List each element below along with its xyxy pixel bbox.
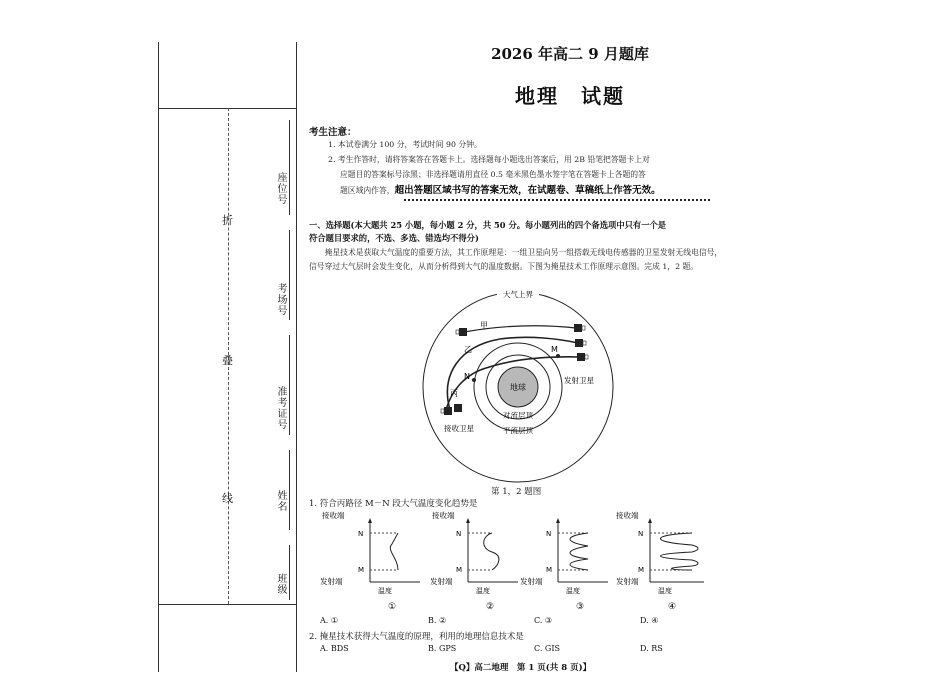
label-yi: 乙	[464, 345, 472, 354]
graph-2-recv-label: 接收端	[432, 511, 455, 520]
notes-item-2-line-3	[340, 184, 661, 197]
q1-option-a[interactable]: A. ①	[320, 616, 339, 625]
receive-satellite-label: 接收卫星	[444, 424, 474, 433]
graph-3-n: N	[546, 530, 552, 538]
graph-2-send-label: 发射端	[430, 577, 453, 586]
section-1-heading-line-2: 符合题目要求的，不选、多选、错选均不得分)	[309, 233, 479, 243]
graph-2-m: M	[456, 566, 463, 574]
q1-option-d[interactable]: D. ④	[640, 616, 659, 625]
graph-3-m: M	[546, 566, 553, 574]
graph-1-number: ①	[388, 602, 397, 612]
bank-title: 2026 年高二 9 月题库	[491, 45, 649, 63]
troposphere-top-label: 对流层顶	[503, 411, 533, 420]
graph-3-temp-label: 温度	[566, 587, 580, 595]
field-exam-room: 考场号	[275, 283, 286, 316]
atmosphere-top-label: 大气上界	[503, 290, 533, 299]
margin-left-border	[158, 42, 159, 672]
field-name-underline[interactable]	[289, 450, 290, 530]
graph-4	[616, 510, 704, 612]
graph-2-number: ②	[486, 602, 495, 612]
figure-caption: 第 1，2 题图	[491, 487, 542, 497]
graph-2-temp-label: 温度	[476, 587, 490, 595]
fold-char-3: 线	[222, 492, 233, 505]
earth-label: 地球	[510, 383, 526, 392]
question-2-stem: 2. 掩星技术获得大气温度的原理，利用的地理信息技术是	[309, 632, 524, 642]
graph-4-recv-label: 接收端	[616, 511, 639, 520]
field-class-underline[interactable]	[289, 545, 290, 600]
question-1-stem: 1. 符合丙路径 M－N 段大气温度变化趋势是	[309, 499, 478, 509]
field-seat-number: 座位号	[275, 172, 286, 205]
label-bing: 丙	[450, 389, 458, 398]
graph-2-n: N	[456, 530, 462, 538]
field-admission-underline[interactable]	[289, 335, 290, 435]
q2-option-c[interactable]: C. GIS	[534, 644, 560, 653]
section-1-passage: 掩星技术是获取大气温度的重要方法，其工作原理是：一组卫星向另一组搭载无线电传感器的卫星发射无线电信号，信号穿过大气层时会发生变化，从而分析得到大气的温度数据。下图为掩星技术工作原理示意图。完成 1，2 题。	[309, 248, 723, 271]
page-footer: 【Q】高二地理 第 1 页(共 8 页)】	[450, 663, 592, 673]
graph-3	[520, 518, 608, 612]
field-seat-underline[interactable]	[289, 120, 290, 215]
notes-emphasis: 超出答题区域书写的答案无效，在试题卷、草稿纸上作答无效。	[394, 185, 661, 196]
label-n: N	[464, 372, 470, 381]
graph-4-m: M	[638, 566, 645, 574]
q1-option-b[interactable]: B. ②	[428, 616, 447, 625]
graph-1-send-label: 发射端	[320, 577, 343, 586]
field-name: 姓名	[275, 490, 286, 512]
notes-item-2-line-1: 2. 考生作答时，请将答案答在答题卡上。选择题每小题选出答案后，用 2B 铅笔把答题卡上对	[328, 155, 650, 164]
point-m	[556, 354, 560, 358]
section-1-heading-line-1: 一、选择题(本大题共 25 小题，每小题 2 分，共 50 分。每小题列出的四个备选项中只有一个是	[309, 220, 667, 230]
notes-item-1: 1. 本试卷满分 100 分，考试时间 90 分钟。	[328, 140, 482, 149]
subject-title: 地理 试题	[515, 84, 625, 108]
graph-4-send-label: 发射端	[616, 577, 639, 586]
fold-char-1: 折	[222, 214, 233, 227]
graph-4-number: ④	[668, 602, 677, 612]
q2-option-b[interactable]: B. GPS	[428, 644, 457, 653]
graph-1-m: M	[358, 566, 365, 574]
point-n	[472, 378, 476, 382]
notes-heading: 考生注意：	[309, 127, 357, 138]
graph-2	[430, 510, 518, 612]
graph-3-number: ③	[576, 602, 585, 612]
graph-3-send-label: 发射端	[520, 577, 543, 586]
receive-satellite-icon	[454, 404, 462, 412]
margin-right-border	[296, 42, 297, 672]
label-jia: 甲	[480, 321, 488, 330]
occultation-diagram	[400, 284, 640, 484]
graph-1-n: N	[358, 530, 364, 538]
q1-option-c[interactable]: C. ③	[534, 616, 553, 625]
send-satellite-label: 发射卫星	[564, 376, 594, 385]
field-class: 班级	[275, 573, 286, 595]
notes-item-2-line-2: 应题目的答案标号涂黑；非选择题请用直径 0.5 毫米黑色墨水签字笔在答题卡上各题的答	[340, 170, 646, 179]
graph-1	[320, 510, 420, 612]
q1-graphs	[320, 506, 710, 614]
label-m: M	[551, 345, 558, 354]
field-admission-number: 准考证号	[275, 386, 286, 430]
graph-4-n: N	[638, 530, 644, 538]
emphasis-dots	[404, 199, 710, 201]
notes-item-2-line-3a: 题区域内作答，	[340, 186, 395, 195]
graph-1-recv-label: 接收端	[322, 511, 345, 520]
stratosphere-top-label: 平流层顶	[503, 426, 533, 435]
margin-bottom-rule	[158, 604, 296, 605]
q2-option-a[interactable]: A. BDS	[320, 644, 349, 653]
margin-top-rule	[158, 108, 296, 109]
fold-char-2: 叠	[222, 354, 233, 367]
graph-1-temp-label: 温度	[378, 587, 392, 595]
graph-4-temp-label: 温度	[658, 587, 672, 595]
section-1-heading	[309, 219, 729, 245]
field-room-underline[interactable]	[289, 230, 290, 320]
q2-option-d[interactable]: D. RS	[640, 644, 663, 653]
